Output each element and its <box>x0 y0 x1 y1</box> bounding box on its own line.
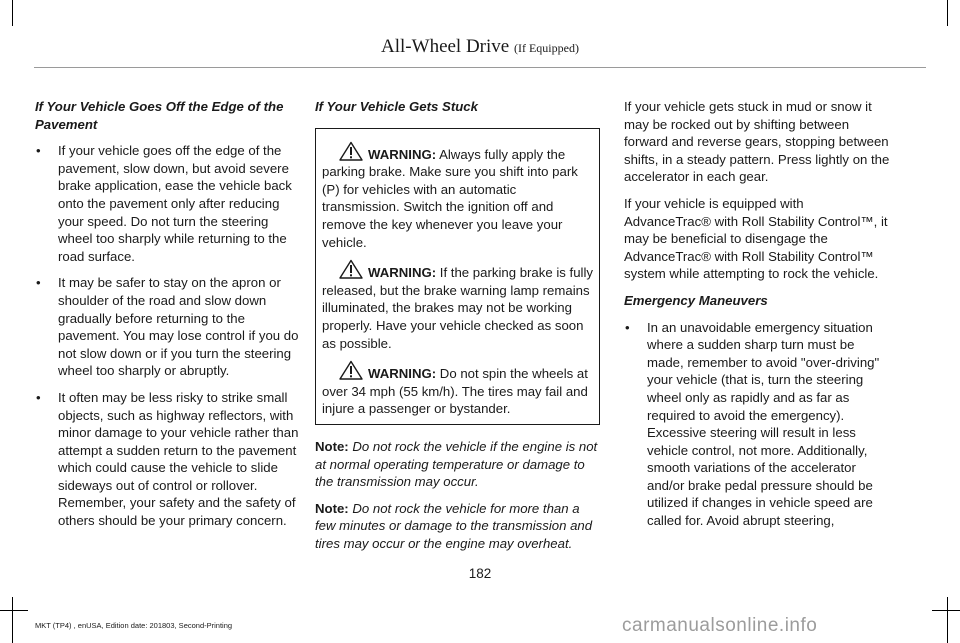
crop-mark <box>932 610 960 611</box>
section-heading: If Your Vehicle Goes Off the Edge of the Pavement <box>35 99 284 132</box>
warning-paragraph <box>322 141 594 252</box>
body-paragraph: If your vehicle gets stuck in mud or snow it may be rocked out by shifting between forward and reverse gears, stopping between shifts, in a steady pattern. Press lightly on the accelerator in each gear. <box>624 99 890 185</box>
crop-mark <box>0 610 28 611</box>
list-item-text: If your vehicle goes off the edge of the pavement, slow down, but avoid severe brake application, ease the vehicle back onto the pavement only after reducing your speed. Do not turn the steering wheel too sharply while returning to the road surface. <box>58 143 292 264</box>
warning-label: WARNING: <box>368 265 437 281</box>
page-title: All-Wheel Drive <box>381 36 510 57</box>
crop-mark <box>12 597 13 643</box>
list-item <box>35 274 302 380</box>
page-subtitle: (If Equipped) <box>513 41 579 55</box>
column-middle <box>315 98 600 561</box>
page-number: 182 <box>468 566 492 581</box>
warning-triangle-icon <box>338 259 364 279</box>
list-item-text: It may be safer to stay on the apron or shoulder of the road and slow down gradually before returning to the pavement. You may lose control if you do not slow down or if you turn the steering wheel too sharply or abruptly. <box>58 275 299 379</box>
bullet-list <box>35 142 302 529</box>
note-paragraph <box>315 500 600 553</box>
crop-mark <box>947 0 948 26</box>
list-item-text: It often may be less risky to strike small objects, such as highway reflectors, with minor damage to your vehicle rather than attempt a sudden return to the pavement which could cause the vehicle to slide sideways out of control or rollover. Remember, your safety and the safety of others should be your primary concern. <box>58 389 299 529</box>
note-text: Do not rock the vehicle if the engine is not at normal operating temperature or damage to the transmission may occur. <box>315 438 598 490</box>
warning-text: Do not spin the wheels at over 34 mph (55 km/h). The tires may fail and injure a passenger or bystander. <box>322 366 588 417</box>
bullet-list <box>624 319 891 530</box>
bullet-icon: • <box>36 389 41 405</box>
warning-paragraph <box>322 259 594 352</box>
crop-mark <box>12 0 13 26</box>
section-heading: If Your Vehicle Gets Stuck <box>315 99 478 114</box>
column-right <box>624 98 891 539</box>
note-label: Note: <box>315 500 349 516</box>
section-heading: Emergency Maneuvers <box>624 292 768 308</box>
list-item-text: In an unavoidable emergency situation where a sudden sharp turn must be made, remember to avoid "over-driving" your vehicle (that is, turn the steering wheel only as rapidly and as far as required to avoid the emergency). Excessive steering will result in less vehicle control, not more. Additionally, smooth variations of the accelerator and/or brake pedal pressure should be utilized if changes in vehicle speed are called for. Avoid abrupt steering, <box>647 319 880 529</box>
site-watermark: carmanualsonline.info <box>622 615 818 636</box>
edition-footer: MKT (TP4) , enUSA, Edition date: 201803, Second-Printing <box>35 621 233 630</box>
body-paragraph: If your vehicle is equipped with AdvanceTrac® with Roll Stability Control™, it may be beneficial to disengage the AdvanceTrac® with Roll Stability Control™ system while attempting to rock the vehicle. <box>624 195 888 282</box>
column-left <box>35 98 302 539</box>
warning-text: Always fully apply the parking brake. Make sure you shift into park (P) for vehicles with an automatic transmission. Switch the ignition off and remove the key whenever you leave your vehicle. <box>322 146 578 250</box>
note-text: Do not rock the vehicle for more than a few minutes or damage to the transmission and tires may occur or the engine may overheat. <box>315 500 593 551</box>
crop-mark <box>947 597 948 643</box>
list-item <box>624 319 891 530</box>
warning-box <box>315 128 600 425</box>
warning-label: WARNING: <box>368 366 437 382</box>
header-rule <box>34 67 926 68</box>
page-header <box>0 36 960 58</box>
warning-text: If the parking brake is fully released, but the brake warning lamp remains illuminated, the brakes may not be working properly. Have your vehicle checked as soon as possible. <box>322 265 593 351</box>
note-label: Note: <box>315 438 349 454</box>
bullet-icon: • <box>36 275 41 291</box>
warning-triangle-icon <box>338 141 364 161</box>
note-paragraph <box>315 438 600 491</box>
warning-paragraph <box>322 360 594 418</box>
warning-triangle-icon <box>338 360 364 380</box>
warning-label: WARNING: <box>368 146 437 162</box>
list-item <box>35 389 302 530</box>
bullet-icon: • <box>36 143 41 159</box>
list-item <box>35 142 302 265</box>
bullet-icon: • <box>625 319 630 335</box>
